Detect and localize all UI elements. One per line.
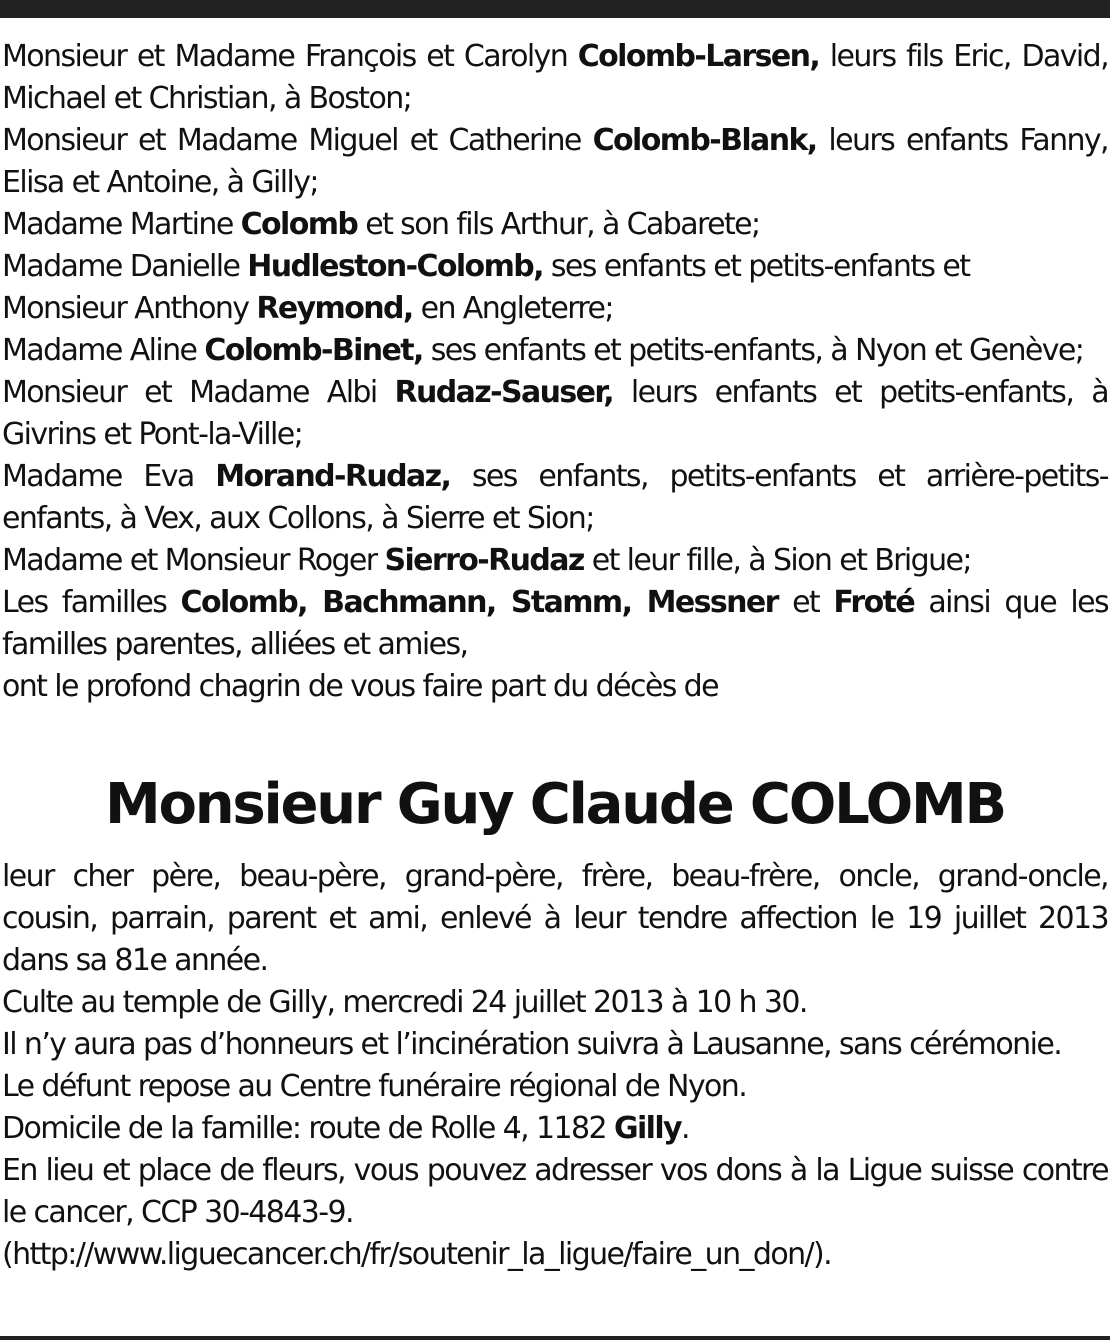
family-text: leurs enfants Fanny, Elisa et Antoine, à Gilly;	[2, 123, 1108, 200]
donation-url: (http://www.liguecancer.ch/fr/soutenir_la_ligue/faire_un_don/).	[2, 1237, 832, 1272]
family-entry	[2, 540, 1108, 582]
family-name: Colomb	[240, 207, 358, 242]
family-text: Les familles	[2, 585, 181, 620]
family-name: Morand-Rudaz,	[215, 459, 451, 494]
family-text: Monsieur et Madame Albi	[2, 375, 395, 410]
family-text: Madame et Monsieur Roger	[2, 543, 385, 578]
deceased-name-heading: Monsieur Guy Claude COLOMB	[104, 772, 1006, 837]
family-entry	[2, 246, 1108, 330]
family-entry	[2, 204, 1108, 246]
family-entry	[2, 120, 1108, 204]
family-text: Monsieur et Madame François et Carolyn	[2, 39, 578, 74]
family-text: leurs fils Eric, David, Michael et Christian, à Boston;	[2, 39, 1109, 116]
family-name: Hudleston-Colomb,	[247, 249, 543, 284]
family-entry	[2, 330, 1108, 372]
family-text: Madame Aline	[2, 333, 205, 368]
family-text: et	[777, 585, 834, 620]
family-text: Madame Martine	[2, 207, 241, 242]
top-border-bar	[0, 0, 1110, 18]
family-text: ses enfants, petits-enfants et arrière-petits-enfants, à Vex, aux Collons, à Sierre et Sion;	[2, 459, 1108, 536]
family-names: Colomb, Bachmann, Stamm, Messner	[180, 585, 778, 620]
family-name: Colomb-Binet,	[204, 333, 423, 368]
family-entry	[2, 456, 1108, 540]
family-name: Reymond,	[256, 291, 413, 326]
family-text: ses enfants et petits-enfants et	[542, 249, 970, 284]
family-text: ainsi que les familles parentes, alliées et amies,	[2, 585, 1108, 662]
domicile-town: Gilly	[613, 1111, 681, 1146]
closing-section	[2, 856, 1108, 1276]
family-name: Sierro-Rudaz	[384, 543, 584, 578]
family-text: et leur fille, à Sion et Brigue;	[583, 543, 971, 578]
service-line: Culte au temple de Gilly, mercredi 24 juillet 2013 à 10 h 30.	[2, 985, 807, 1020]
donation-paragraph: En lieu et place de fleurs, vous pouvez adresser vos dons à la Ligue suisse contre le cancer, CCP 30-4843-9.	[2, 1153, 1108, 1230]
family-name: Colomb-Larsen,	[577, 39, 820, 74]
domicile-text: Domicile de la famille: route de Rolle 4, 1182	[2, 1111, 614, 1146]
bottom-border-rule	[0, 1336, 1110, 1340]
relation-paragraph: leur cher père, beau-père, grand-père, frère, beau-frère, oncle, grand-oncle, cousin, parrain, parent et ami, enlevé à leur tendre affection le 19 juillet 2013 dans sa 81e année.	[2, 859, 1108, 978]
domicile-line	[2, 1108, 1108, 1150]
family-text: et son fils Arthur, à Cabarete;	[357, 207, 760, 242]
family-text: Monsieur et Madame Miguel et Catherine	[2, 123, 593, 158]
family-text: ses enfants et petits-enfants, à Nyon et Genève;	[422, 333, 1084, 368]
family-entry	[2, 372, 1108, 456]
family-name: Froté	[833, 585, 915, 620]
cremation-paragraph: Il n’y aura pas d’honneurs et l’incinération suivra à Lausanne, sans cérémonie.	[2, 1027, 1062, 1062]
family-name: Colomb-Blank,	[592, 123, 817, 158]
families-line	[2, 582, 1108, 666]
family-name: Rudaz-Sauser,	[394, 375, 614, 410]
family-text: Monsieur Anthony	[2, 291, 257, 326]
family-entry	[2, 36, 1108, 120]
families-section	[2, 36, 1108, 708]
announcement-line: ont le profond chagrin de vous faire part du décès de	[2, 669, 718, 704]
repose-line: Le défunt repose au Centre funéraire régional de Nyon.	[2, 1069, 747, 1104]
family-text: Madame Danielle	[2, 249, 248, 284]
family-text: en Angleterre;	[412, 291, 613, 326]
family-text: leurs enfants et petits-enfants, à Givrins et Pont-la-Ville;	[2, 375, 1108, 452]
domicile-text: .	[680, 1111, 689, 1146]
family-text: Madame Eva	[2, 459, 216, 494]
